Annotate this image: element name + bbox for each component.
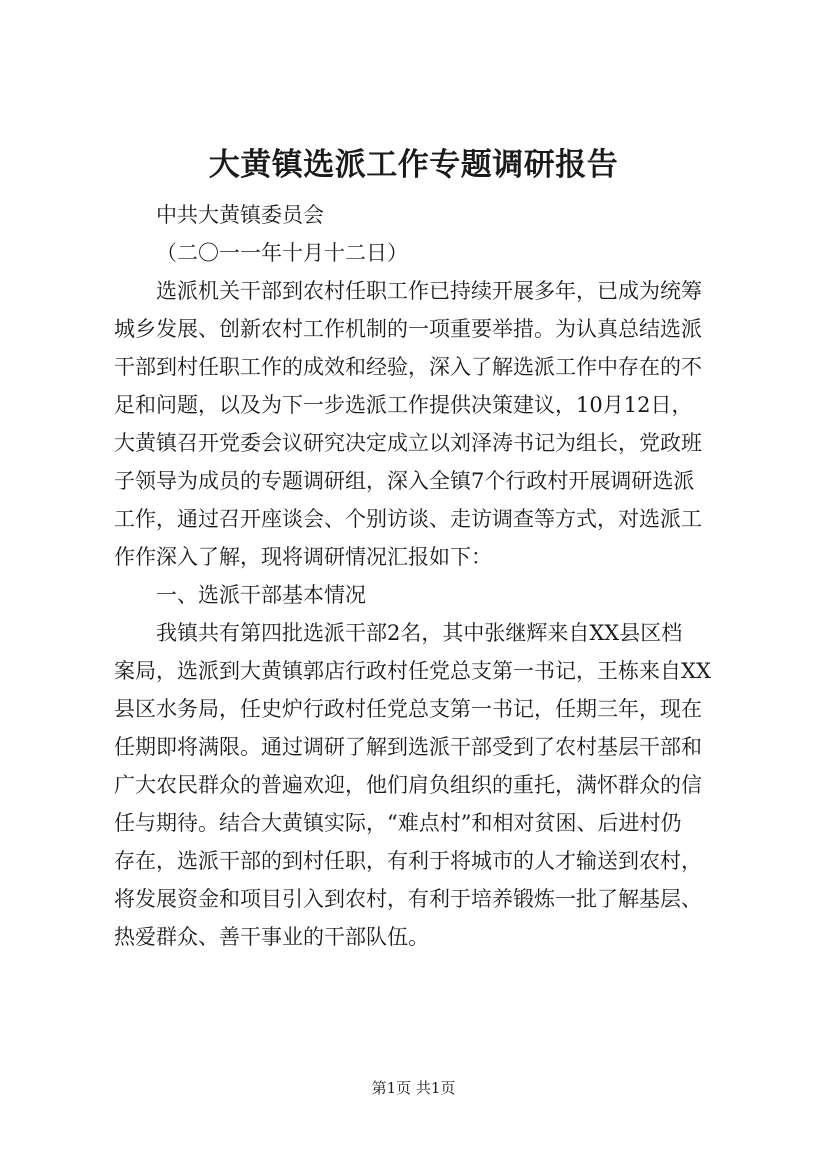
paragraph-line: 选派机关干部到农村任职工作已持续开展多年，已成为统筹 [156,279,702,303]
document-title: 大黄镇选派工作专题调研报告 [208,147,619,183]
paragraph-line: 工作，通过召开座谈会、个别访谈、走访调查等方式，对选派工 [114,507,702,531]
paragraph-line: 干部到村任职工作的成效和经验，深入了解选派工作中存在的不 [114,355,702,379]
date-line: （二〇一一年十月十二日） [156,241,408,265]
paragraph-line: 任与期待。结合大黄镇实际，“难点村”和相对贫困、后进村仍 [114,811,682,835]
document-body [114,196,724,956]
section-heading: 一、选派干部基本情况 [156,583,366,607]
paragraph-line: 将发展资金和项目引入到农村，有利于培养锻炼一批了解基层、 [114,887,702,911]
paragraph-line: 作作深入了解，现将调研情况汇报如下： [114,545,492,569]
paragraph-line: 热爱群众、善干事业的干部队伍。 [114,925,429,949]
paragraph-line: 案局，选派到大黄镇郭店行政村任党总支第一书记，王栋来自XX [114,659,711,683]
paragraph-line: 任期即将满限。通过调研了解到选派干部受到了农村基层干部和 [114,735,702,759]
author-line: 中共大黄镇委员会 [156,203,324,227]
paragraph-line: 我镇共有第四批选派干部2名，其中张继辉来自XX县区档 [156,621,683,645]
paragraph-line: 城乡发展、创新农村工作机制的一项重要举措。为认真总结选派 [114,317,702,341]
paragraph-line: 大黄镇召开党委会议研究决定成立以刘泽涛书记为组长，党政班 [114,431,702,455]
paragraph-line: 足和问题，以及为下一步选派工作提供决策建议，10月12日， [114,393,693,417]
paragraph-line: 存在，选派干部的到村任职，有利于将城市的人才输送到农村， [114,849,702,873]
paragraph-line: 广大农民群众的普遍欢迎，他们肩负组织的重托，满怀群众的信 [114,773,702,797]
page-footer: 第1页 共1页 [371,1079,456,1097]
paragraph-line: 县区水务局，任史炉行政村任党总支第一书记，任期三年，现在 [114,697,702,721]
paragraph-line: 子领导为成员的专题调研组，深入全镇7个行政村开展调研选派 [114,469,695,493]
